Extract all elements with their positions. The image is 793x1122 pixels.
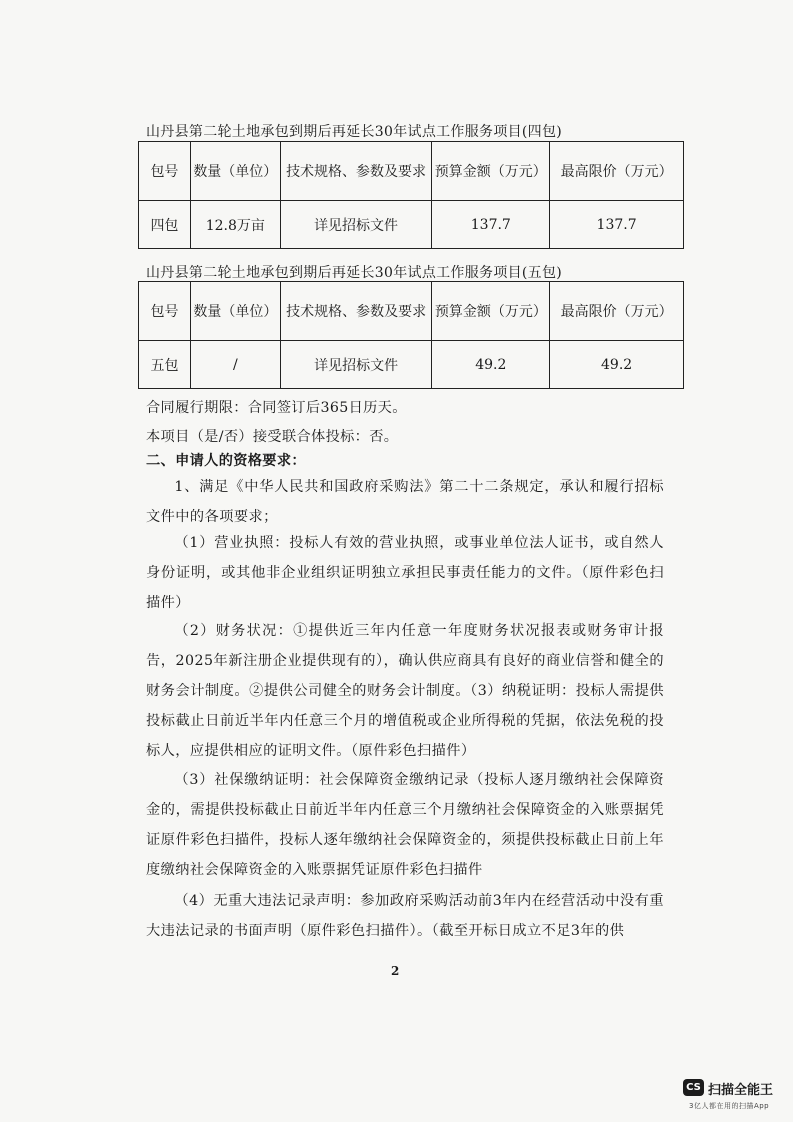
cell-budget: 49.2 xyxy=(432,341,550,389)
consortium-statement: 本项目（是/否）接受联合体投标：否。 xyxy=(146,429,399,445)
package5-table xyxy=(138,281,684,389)
paragraph-social-security: （3）社保缴纳证明：社会保障资金缴纳记录（投标人逐月缴纳社会保障资金的，需提供投标截止日前近半年内任意三个月缴纳社会保障资金的入账票据凭证原件彩色扫描件，投标人逐年缴纳社会保障资金的，须提供投标截止日前上年度缴纳社会保障资金的入账票据凭证原件彩色扫描件 xyxy=(146,772,664,878)
watermark-tagline: 3亿人都在用的扫描App xyxy=(689,1102,770,1110)
package5-caption: 山丹县第二轮土地承包到期后再延长30年试点工作服务项目(五包) xyxy=(146,265,563,281)
paragraph-business-license: （1）营业执照：投标人有效的营业执照，或事业单位法人证书，或自然人身份证明，或其他非企业组织证明独立承担民事责任能力的文件。（原件彩色扫描件） xyxy=(146,535,664,611)
page-number: 2 xyxy=(391,964,400,978)
header-cell: 包号 xyxy=(139,142,191,201)
table-row xyxy=(139,341,684,389)
cell-spec: 详见招标文件 xyxy=(280,341,432,389)
cell-quantity: / xyxy=(190,341,280,389)
cell-budget: 137.7 xyxy=(432,201,550,249)
header-cell: 最高限价（万元） xyxy=(550,142,684,201)
cell-package: 五包 xyxy=(139,341,191,389)
cell-max-price: 49.2 xyxy=(550,341,684,389)
cell-quantity: 12.8万亩 xyxy=(190,201,280,249)
header-cell: 数量（单位） xyxy=(190,282,280,341)
header-cell: 预算金额（万元） xyxy=(432,142,550,201)
package4-table xyxy=(138,141,684,249)
package4-caption: 山丹县第二轮土地承包到期后再延长30年试点工作服务项目(四包) xyxy=(146,124,563,140)
table-row xyxy=(139,201,684,249)
header-cell: 数量（单位） xyxy=(190,142,280,201)
table-header-row xyxy=(139,282,684,341)
camscanner-logo-icon: CS xyxy=(683,1079,704,1096)
header-cell: 技术规格、参数及要求 xyxy=(280,142,432,201)
cell-spec: 详见招标文件 xyxy=(280,201,432,249)
paragraph-financial-status: （2）财务状况：①提供近三年内任意一年度财务状况报表或财务审计报告，2025年新注册企业提供现有的），确认供应商具有良好的商业信誉和健全的财务会计制度。②提供公司健全的财务会计制度。（3）纳税证明：投标人需提供投标截止日前近半年内任意三个月的增值税或企业所得税的凭据，依法免税的投标人，应提供相应的证明文件。（原件彩色扫描件） xyxy=(146,623,664,759)
paragraph-no-violation: （4）无重大违法记录声明：参加政府采购活动前3年内在经营活动中没有重大违法记录的书面声明（原件彩色扫描件）。（截至开标日成立不足3年的供 xyxy=(146,893,664,939)
header-cell: 最高限价（万元） xyxy=(550,282,684,341)
paragraph-1: 1、满足《中华人民共和国政府采购法》第二十二条规定，承认和履行招标文件中的各项要求； xyxy=(146,479,664,525)
header-cell: 预算金额（万元） xyxy=(432,282,550,341)
header-cell: 包号 xyxy=(139,282,191,341)
header-cell: 技术规格、参数及要求 xyxy=(280,282,432,341)
contract-period: 合同履行期限：合同签订后365日历天。 xyxy=(146,400,407,416)
cell-max-price: 137.7 xyxy=(550,201,684,249)
section-2-title: 二、申请人的资格要求： xyxy=(146,453,306,469)
table-header-row xyxy=(139,142,684,201)
watermark-name: 扫描全能王 xyxy=(708,1083,774,1098)
cell-package: 四包 xyxy=(139,201,191,249)
